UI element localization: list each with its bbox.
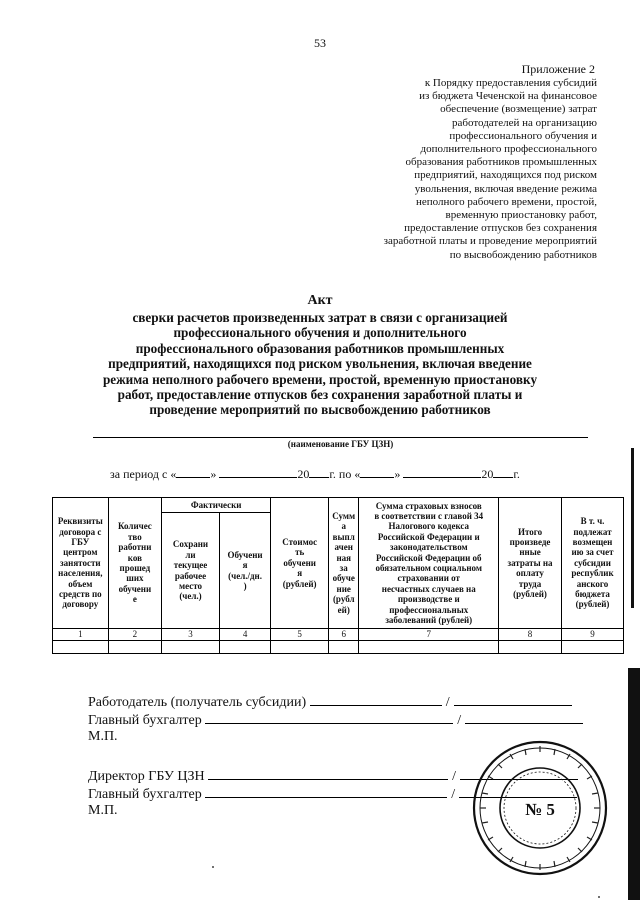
header-text-line: страховании от bbox=[397, 573, 460, 584]
header-text-line: ей) bbox=[337, 604, 350, 615]
header-text-line: подлежат bbox=[573, 526, 612, 537]
header-text-line: выпл bbox=[332, 531, 355, 542]
header-text-line: обязательном социальном bbox=[375, 563, 483, 573]
period-to-year-prefix: 20 bbox=[481, 467, 494, 481]
official-seal-stamp bbox=[470, 738, 610, 878]
appendix-text bbox=[317, 77, 597, 262]
header-text-line: договора с bbox=[59, 526, 102, 537]
table-cell[interactable] bbox=[499, 641, 562, 654]
header-text-line: Реквизиты bbox=[57, 516, 103, 527]
header-text-line: производстве и bbox=[397, 594, 460, 605]
header-col-1 bbox=[53, 498, 109, 629]
header-text-line: нные bbox=[519, 547, 541, 558]
page-number: 53 bbox=[314, 36, 326, 50]
header-text-line: (рубл bbox=[332, 594, 355, 605]
header-text-line: Российской Федерации и bbox=[377, 531, 480, 542]
table-cell[interactable] bbox=[359, 641, 499, 654]
period-to-label: г. по « bbox=[329, 467, 361, 481]
subtitle-line: проведение мероприятий по высвобождению работников bbox=[149, 402, 491, 418]
document-subtitle bbox=[88, 310, 552, 418]
header-text-line: затраты на bbox=[507, 557, 553, 568]
appendix-text-line: заработной платы и проведение мероприятий bbox=[383, 235, 597, 248]
period-from-day-blank bbox=[176, 466, 210, 478]
header-text-line: занятости bbox=[60, 557, 101, 568]
appendix-title: Приложение 2 bbox=[521, 62, 595, 76]
header-text-line: обучени bbox=[283, 557, 316, 568]
header-text-line: средств по bbox=[58, 589, 102, 600]
header-text-line: заболеваний (рублей) bbox=[385, 615, 473, 626]
subtitle-line: работ, предоставление отпусков без сохранения заработной платы и bbox=[117, 387, 523, 403]
subtitle-line: профессионального образования работников промышленных bbox=[135, 340, 505, 356]
header-text-line: ших bbox=[126, 573, 144, 584]
header-text-line: законодательством bbox=[389, 542, 468, 553]
employer-signature-line: Работодатель (получатель субсидии) / bbox=[88, 693, 572, 711]
subtitle-line: сверки расчетов произведенных затрат в связи с организацией bbox=[132, 310, 508, 325]
header-text-line: я bbox=[297, 568, 303, 579]
column-number: 7 bbox=[359, 629, 499, 641]
appendix-text-line: неполного рабочего времени, простой, bbox=[415, 195, 597, 208]
chief-accountant-2-label: Главный бухгалтер bbox=[88, 787, 202, 802]
header-text-line: ГБУ bbox=[71, 536, 90, 547]
header-text-line: бюджета bbox=[575, 589, 610, 600]
header-text-line: оплату bbox=[516, 568, 544, 579]
table-cell[interactable] bbox=[219, 641, 270, 654]
appendix-text-line: по высвобождению работников bbox=[449, 248, 597, 261]
header-text-line: Обучени bbox=[227, 549, 263, 560]
column-number: 4 bbox=[219, 629, 270, 641]
chief-accountant-2-signature-field[interactable] bbox=[205, 785, 447, 798]
header-text-line: (рублей) bbox=[282, 578, 317, 589]
header-text-line: Итого bbox=[517, 526, 543, 537]
header-col-3 bbox=[162, 513, 220, 629]
appendix-text-line: временную приостановку работ, bbox=[445, 209, 597, 222]
appendix-text-line: работодателей на организацию bbox=[452, 116, 597, 129]
appendix-text-line: образования работников промышленных bbox=[405, 156, 597, 169]
header-text-line: (чел.) bbox=[179, 591, 202, 602]
header-text-line: анского bbox=[576, 578, 609, 589]
period-to-quote: » bbox=[394, 467, 401, 481]
document-title: Акт bbox=[307, 293, 333, 308]
header-text-line: возмещен bbox=[572, 536, 613, 547]
header-col-4 bbox=[219, 513, 270, 629]
header-col-2 bbox=[108, 498, 162, 629]
header-col-8 bbox=[499, 498, 562, 629]
header-text-line: договору bbox=[62, 599, 99, 610]
header-text-line: Сумма страховых взносов bbox=[375, 500, 482, 511]
scan-edge-bar bbox=[628, 668, 640, 900]
header-text-line: ков bbox=[127, 552, 142, 563]
column-number: 1 bbox=[53, 629, 109, 641]
header-text-line: Налогового кодекса bbox=[388, 521, 470, 532]
header-text-line: Сохрани bbox=[172, 539, 209, 550]
employer-label: Работодатель (получатель субсидии) bbox=[88, 695, 307, 710]
table-cell[interactable] bbox=[53, 641, 109, 654]
period-from-label: за период с « bbox=[110, 467, 177, 481]
scan-speck bbox=[212, 866, 214, 868]
period-from-quote: » bbox=[210, 467, 217, 481]
director-signature-line: Директор ГБУ ЦЗН / bbox=[88, 767, 578, 785]
header-text-line: я bbox=[242, 560, 248, 571]
appendix-text-line: предоставление отпусков без сохранения bbox=[404, 222, 597, 235]
appendix-text-line: предприятий, находящихся под риском bbox=[414, 169, 597, 182]
header-col-6 bbox=[329, 498, 359, 629]
stamp-place-2: М.П. bbox=[88, 803, 118, 818]
header-text-line: а bbox=[341, 521, 346, 532]
chief-accountant-1-name-field[interactable] bbox=[465, 711, 583, 724]
reconciliation-table bbox=[52, 497, 624, 654]
appendix-text-line: из бюджета Чеченской на финансовое bbox=[419, 90, 597, 103]
table-cell[interactable] bbox=[108, 641, 162, 654]
header-text-line: прошед bbox=[119, 563, 151, 573]
period-from-year-prefix: 20 bbox=[297, 467, 310, 481]
header-text-line: труда bbox=[518, 578, 542, 589]
header-text-line: Сумм bbox=[332, 510, 356, 521]
header-text-line: (рублей) bbox=[513, 589, 547, 600]
header-fact-group: Фактически bbox=[162, 498, 271, 513]
header-text-line: текущее bbox=[173, 560, 208, 571]
header-col-9 bbox=[562, 498, 624, 629]
column-number-row bbox=[53, 629, 624, 641]
seal-number: № 5 bbox=[525, 800, 555, 819]
header-text-line: за bbox=[339, 563, 348, 573]
employer-signature-field[interactable] bbox=[310, 693, 442, 706]
period-to-day-blank bbox=[360, 466, 394, 478]
column-number: 3 bbox=[162, 629, 220, 641]
chief-accountant-1-label: Главный бухгалтер bbox=[88, 713, 202, 728]
header-text-line: субсидии bbox=[574, 557, 611, 568]
header-text-line: Стоимос bbox=[282, 536, 318, 547]
scan-speck bbox=[598, 896, 600, 898]
header-text-line: место bbox=[178, 580, 203, 591]
header-text-line: ли bbox=[185, 549, 196, 560]
header-text-line: Количес bbox=[117, 521, 152, 532]
column-number: 8 bbox=[499, 629, 562, 641]
header-col-5 bbox=[271, 498, 329, 629]
director-label: Директор ГБУ ЦЗН bbox=[88, 769, 205, 784]
header-text-line: Российской Федерации об bbox=[375, 552, 482, 563]
table-cell[interactable] bbox=[562, 641, 624, 654]
table-row bbox=[53, 641, 624, 654]
organization-name-line bbox=[93, 437, 588, 438]
subtitle-line: режима неполного рабочего времени, простой, временную приостановку bbox=[102, 371, 538, 387]
header-text-line: в соответствии с главой 34 bbox=[374, 510, 484, 521]
header-text-line: ию за счет bbox=[571, 547, 614, 558]
column-number: 5 bbox=[271, 629, 329, 641]
header-text-line: В т. ч. bbox=[580, 516, 605, 527]
header-text-line: ть bbox=[295, 547, 305, 558]
appendix-text-line: к Порядку предоставления субсидий bbox=[424, 77, 597, 89]
employer-name-field[interactable] bbox=[454, 693, 572, 706]
appendix-text-line: дополнительного профессионального bbox=[420, 143, 597, 156]
period-from-month-blank bbox=[219, 466, 297, 478]
period-from-year-blank bbox=[309, 466, 329, 478]
column-number: 6 bbox=[329, 629, 359, 641]
header-text-line: (чел./дн. bbox=[228, 570, 262, 581]
header-text-line: произведе bbox=[509, 536, 551, 547]
header-text-line: республик bbox=[571, 568, 614, 579]
stamp-place-1: М.П. bbox=[88, 729, 118, 744]
appendix-text-line: увольнения, включая введение режима bbox=[414, 182, 597, 195]
appendix-text-line: профессионального обучения и bbox=[449, 129, 597, 142]
director-signature-field[interactable] bbox=[208, 767, 448, 780]
table-cell[interactable] bbox=[162, 641, 220, 654]
header-text-line: ная bbox=[336, 552, 352, 563]
header-text-line: (рублей) bbox=[575, 599, 610, 610]
period-to-year-blank bbox=[493, 466, 513, 478]
header-text-line: профессиональных bbox=[389, 604, 469, 615]
organization-name-caption: (наименование ГБУ ЦЗН) bbox=[287, 439, 394, 449]
header-text-line: ачен bbox=[334, 542, 353, 553]
header-text-line: центром bbox=[63, 547, 98, 558]
header-text-line: тво bbox=[128, 531, 142, 542]
header-text-line: населения, bbox=[58, 568, 103, 579]
subtitle-line: профессионального обучения и дополнительного bbox=[173, 325, 467, 341]
table-cell[interactable] bbox=[329, 641, 359, 654]
period-line bbox=[110, 466, 520, 482]
chief-accountant-1-line: Главный бухгалтер / bbox=[88, 711, 583, 729]
header-text-line: обучени bbox=[118, 583, 152, 594]
appendix-text-line: обеспечение (возмещение) затрат bbox=[440, 103, 597, 116]
header-col-7 bbox=[359, 498, 499, 629]
header-text-line: е bbox=[132, 594, 137, 605]
period-to-month-blank bbox=[403, 466, 481, 478]
header-text-line: работни bbox=[118, 542, 152, 553]
subtitle-line: предприятий, находящихся под риском увольнения, включая введение bbox=[108, 356, 532, 372]
chief-accountant-1-signature-field[interactable] bbox=[205, 711, 453, 724]
period-end-label: г. bbox=[513, 467, 520, 481]
column-number: 2 bbox=[108, 629, 162, 641]
header-text-line: ) bbox=[243, 580, 247, 591]
chief-accountant-2-line: Главный бухгалтер / bbox=[88, 785, 577, 803]
header-text-line: ние bbox=[336, 583, 351, 594]
table-cell[interactable] bbox=[271, 641, 329, 654]
header-text-line: объем bbox=[68, 578, 93, 589]
scan-edge-mark bbox=[631, 448, 634, 608]
column-number: 9 bbox=[562, 629, 624, 641]
header-text-line: несчастных случаев на bbox=[381, 583, 476, 594]
header-text-line: обуче bbox=[332, 573, 355, 584]
header-text-line: рабочее bbox=[174, 570, 207, 581]
